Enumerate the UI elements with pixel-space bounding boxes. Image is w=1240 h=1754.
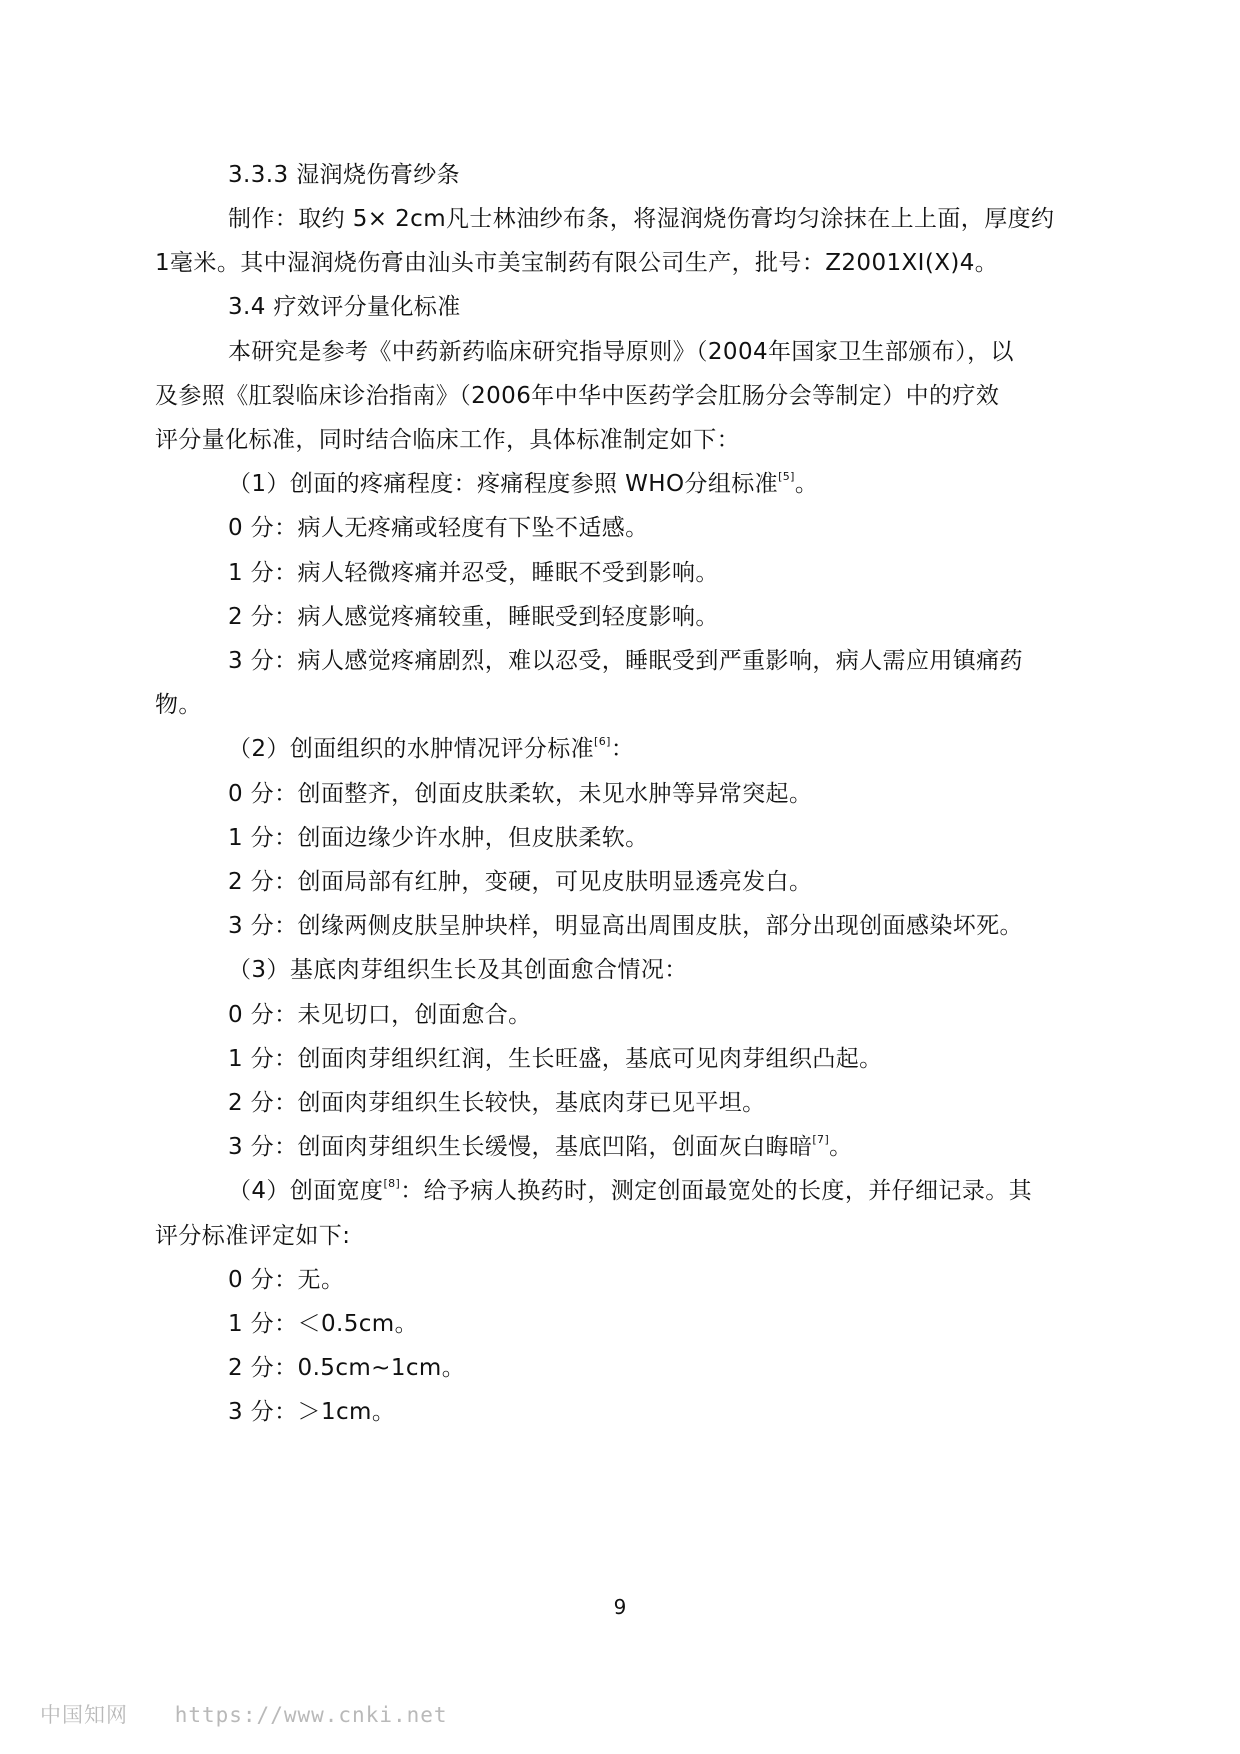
criterion-title-text: （2）创面组织的水肿情况评分标准 bbox=[228, 736, 595, 762]
citation-ref: [8] bbox=[383, 1177, 401, 1191]
footer-site-name: 中国知网 bbox=[40, 1703, 128, 1727]
paragraph-line: 及参照《肛裂临床诊治指南》（2006年中华中医药学会肛肠分会等制定）中的疗效 bbox=[155, 383, 1000, 409]
score-line: 2 分：病人感觉疼痛较重，睡眠受到轻度影响。 bbox=[228, 604, 719, 630]
paragraph-line: 评分量化标准，同时结合临床工作，具体标准制定如下： bbox=[155, 427, 740, 453]
score-line-continuation: 物。 bbox=[155, 692, 202, 718]
score-text: 3 分：创面肉芽组织生长缓慢，基底凹陷，创面灰白晦暗 bbox=[228, 1134, 813, 1160]
score-line: 2 分：创面局部有红肿，变硬，可见皮肤明显透亮发白。 bbox=[228, 869, 813, 895]
footer-url: https://www.cnki.net bbox=[174, 1703, 448, 1727]
criterion-3-title: （3）基底肉芽组织生长及其创面愈合情况： bbox=[228, 957, 688, 983]
citation-ref: [6] bbox=[594, 735, 611, 749]
score-line: 2 分：0.5cm~1cm。 bbox=[228, 1355, 466, 1381]
paragraph-line: 制作：取约 5× 2cm凡士林油纱布条，将湿润烧伤膏均匀涂抹在上上面，厚度约 bbox=[228, 206, 1055, 232]
paragraph-line: 本研究是参考《中药新药临床研究指导原则》（2004年国家卫生部颁布），以 bbox=[228, 339, 1014, 365]
paragraph-line: 评分标准评定如下: bbox=[155, 1223, 351, 1249]
score-line: 3 分：＞1cm。 bbox=[228, 1399, 396, 1425]
criterion-title-rest: ：给予病人换药时，测定创面最宽处的长度，并仔细记录。其 bbox=[400, 1178, 1033, 1204]
criterion-4-title bbox=[228, 1176, 1032, 1206]
score-line: 1 分：创面肉芽组织红润，生长旺盛，基底可见肉芽组织凸起。 bbox=[228, 1046, 883, 1072]
score-line: 0 分：病人无疼痛或轻度有下坠不适感。 bbox=[228, 515, 649, 541]
punctuation: 。 bbox=[794, 471, 819, 497]
cnki-footer-watermark bbox=[40, 1702, 448, 1728]
score-line: 1 分：创面边缘少许水肿，但皮肤柔软。 bbox=[228, 825, 649, 851]
criterion-title-text: （1）创面的疼痛程度：疼痛程度参照 WHO分组标准 bbox=[228, 471, 779, 497]
page-number: 9 bbox=[613, 1595, 627, 1619]
punctuation: ： bbox=[610, 736, 635, 762]
score-line: 2 分：创面肉芽组织生长较快，基底肉芽已见平坦。 bbox=[228, 1090, 766, 1116]
score-line: 1 分：病人轻微疼痛并忍受，睡眠不受到影响。 bbox=[228, 560, 719, 586]
citation-ref: [7] bbox=[812, 1133, 830, 1147]
score-line: 0 分：未见切口，创面愈合。 bbox=[228, 1002, 532, 1028]
criterion-1-title bbox=[228, 469, 818, 499]
punctuation: 。 bbox=[829, 1134, 853, 1160]
section-heading-3-3-3: 3.3.3 湿润烧伤膏纱条 bbox=[228, 162, 461, 188]
paragraph-line: 1毫米。其中湿润烧伤膏由汕头市美宝制药有限公司生产，批号：Z2001XI(X)4。 bbox=[155, 250, 999, 276]
score-line: 1 分：＜0.5cm。 bbox=[228, 1311, 418, 1337]
citation-ref: [5] bbox=[778, 470, 795, 484]
score-line: 0 分：创面整齐，创面皮肤柔软，未见水肿等异常突起。 bbox=[228, 781, 813, 807]
score-line bbox=[228, 1132, 853, 1162]
criterion-2-title bbox=[228, 734, 634, 764]
criterion-title-text: （4）创面宽度 bbox=[228, 1178, 384, 1204]
score-line: 3 分：病人感觉疼痛剧烈，难以忍受，睡眠受到严重影响，病人需应用镇痛药 bbox=[228, 648, 1023, 674]
score-line: 3 分：创缘两侧皮肤呈肿块样，明显高出周围皮肤，部分出现创面感染坏死。 bbox=[228, 913, 1023, 939]
score-line: 0 分：无。 bbox=[228, 1267, 345, 1293]
section-heading-3-4: 3.4 疗效评分量化标准 bbox=[228, 294, 461, 320]
